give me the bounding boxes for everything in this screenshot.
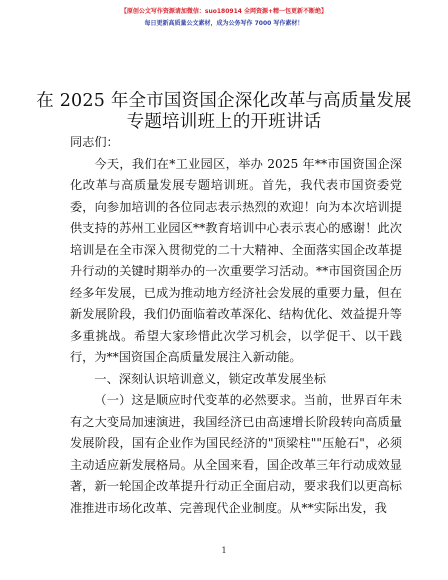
- document-title-line-2: 专题培训班上的开班讲话: [126, 112, 322, 132]
- header-banner: [0, 6, 448, 30]
- body-paragraph: （一）这是顺应时代变革的必然要求。当前，世界百年未有之大变局加速演进，我国经济已由高速增长阶段转向高质量发展阶段，国有企业作为国民经济的"顶梁柱""压舱石"，必须主动适应新发展格局。从全国来看，国企改革三年行动成效显著，新一轮国企改革提升行动正全面启动，要求我们以更高标准推进市场化改革、完善现代企业制度。从**实际出发，我: [70, 393, 402, 515]
- section-heading: 一、深刻认识培训意义，锁定改革发展坐标: [94, 371, 326, 386]
- page-number: 1: [221, 546, 227, 555]
- banner-line-2: 每日更新高质量公文素材，成为公务写作 7000 写作素材！: [144, 20, 304, 27]
- greeting: 同志们：: [70, 135, 119, 149]
- body-paragraph: 今天，我们在*工业园区，举办 2025 年**市国资国企深化改革与高质量发展专题培训班。首先，我代表市国资委党委，向参加培训的各位同志表示热烈的欢迎！向为本次培训提供支持的苏州工业园区**教育培训中心表示衷心的感谢！此次培训是在全市深入贯彻党的二十大精神、全面落实国企改革提升行动的关键时期举办的一次重要学习活动。**市国资国企历经多年发展，已成为推动地方经济社会发展的重要力量，但在新发展阶段，我们仍面临着改革深化、结构优化、效益提升等多重挑战。希望大家珍惜此次学习机会，以学促干、以干践行，为**国资国企高质量发展注入新动能。: [70, 156, 402, 364]
- document-title-line-1: 在 2025 年全市国资国企深化改革与高质量发展: [36, 91, 412, 111]
- document-body: [70, 132, 402, 519]
- banner-line-1: 【原创公文写作资源请加微信：suo180914 全网资源+精一包更新不断绝】: [120, 8, 328, 15]
